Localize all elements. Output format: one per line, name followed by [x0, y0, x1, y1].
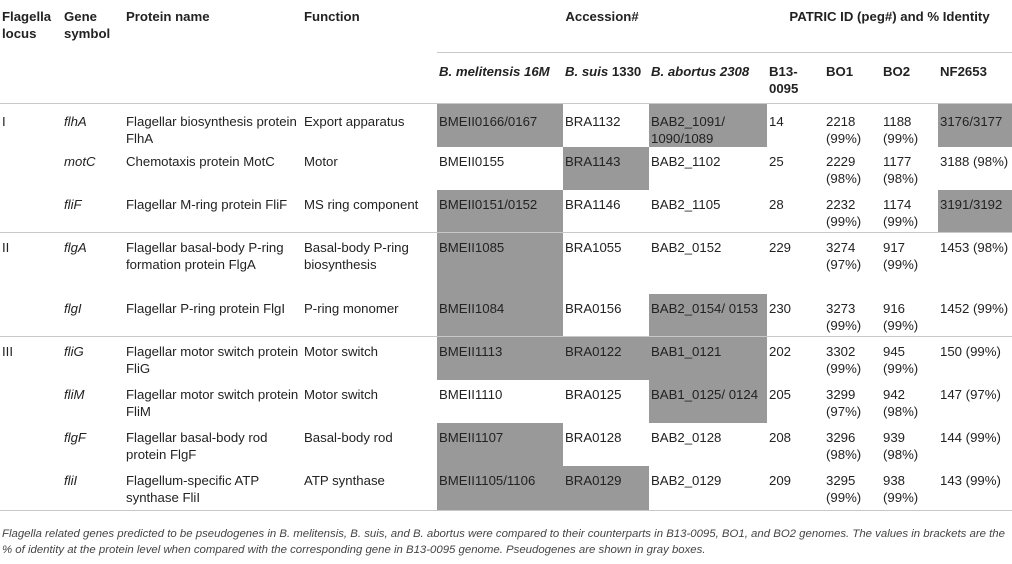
function-cell: Basal-body rod	[304, 429, 393, 445]
b13-cell: 208	[769, 429, 792, 445]
table-row	[0, 147, 1012, 190]
bo2-cell: 942 (98%)	[883, 386, 919, 419]
b13-cell: 209	[769, 472, 792, 488]
bmel-cell: BMEII0155	[439, 153, 505, 169]
table-row	[0, 380, 1012, 423]
b13-cell: 205	[769, 386, 792, 402]
nf-cell: 147 (97%)	[940, 386, 1001, 402]
protein-cell: Flagellar biosynthesis protein FlhA	[124, 103, 302, 147]
nf-cell: 1452 (99%)	[940, 300, 1009, 316]
b13-cell: 202	[767, 337, 824, 380]
bo2-cell: 916 (99%)	[883, 300, 919, 333]
header-function: Function	[304, 9, 360, 24]
bo2-cell: 939 (98%)	[883, 429, 919, 462]
header-protein: Protein name	[126, 9, 210, 24]
nf-cell: 143 (99%)	[940, 472, 1001, 488]
bo1-cell: 3299 (97%)	[826, 386, 862, 419]
protein-cell: Flagellum-specific ATP synthase FliI	[126, 472, 259, 505]
bo1-cell: 2229 (98%)	[826, 153, 862, 186]
bmel-cell: BMEII1105/1106	[437, 466, 563, 511]
function-cell: MS ring component	[304, 196, 419, 212]
babort-cell: BAB2_0152	[649, 233, 767, 294]
function-cell: Motor switch	[304, 386, 379, 402]
bo1-cell: 3296 (98%)	[826, 429, 862, 462]
bmel-cell: BMEII0151/0152	[437, 190, 563, 233]
bsuis-cell: BRA1132	[563, 103, 649, 147]
table-row	[0, 466, 1012, 511]
protein-cell: Flagellar P-ring protein FlgI	[126, 300, 286, 316]
header-babort: B. abortus 2308	[649, 52, 767, 103]
bo2-cell: 917 (99%)	[881, 233, 938, 294]
protein-cell: Flagellar basal-body P-ring formation protein FlgA	[124, 233, 302, 294]
bsuis-cell: BRA0129	[563, 466, 649, 511]
bo2-cell: 1174 (99%)	[883, 196, 919, 229]
protein-cell: Flagellar motor switch protein FliM	[126, 386, 299, 419]
bo2-cell: 1188 (99%)	[881, 103, 938, 147]
locus-cell	[0, 423, 62, 466]
nf-cell: 1453 (98%)	[938, 233, 1012, 294]
header-patric: PATRIC ID (peg#) and % Identity	[767, 0, 1012, 52]
header-bsuis-cell	[563, 52, 649, 103]
bo2-cell: 1177 (98%)	[883, 153, 919, 186]
header-gene: Gene symbol	[64, 9, 111, 41]
gene-cell: fliG	[62, 337, 124, 380]
protein-cell: Flagellar basal-body rod protein FlgF	[126, 429, 268, 462]
bsuis-cell: BRA1055	[563, 233, 649, 294]
babort-cell: BAB1_0121	[649, 337, 767, 380]
header-nf: NF2653	[938, 52, 1012, 103]
table-row	[0, 190, 1012, 233]
babort-cell: BAB2_1102	[651, 153, 721, 169]
b13-cell: 229	[767, 233, 824, 294]
bo2-cell: 945 (99%)	[881, 337, 938, 380]
table-caption: Flagella related genes predicted to be pseudogenes in B. melitensis, B. suis, and B. abortus were compared to their counterparts in B13-0095, BO1, and BO2 genomes. The values in brackets are the % of identity at the protein level when compared with the corresponding gene in B13-0095 genome. Pseudogenes are shown in gray boxes.	[2, 528, 1005, 556]
bsuis-cell: BRA0125	[565, 386, 622, 402]
b13-cell: 14	[767, 103, 824, 147]
function-cell: ATP synthase	[304, 472, 385, 488]
b13-cell: 28	[769, 196, 784, 212]
function-cell: Export apparatus	[302, 103, 437, 147]
header-bmel: B. melitensis 16M	[437, 52, 563, 103]
function-cell: Motor	[304, 153, 338, 169]
locus-cell: II	[0, 233, 62, 294]
bmel-cell: BMEII1085	[437, 233, 563, 294]
header-locus: Flagella locus	[2, 9, 52, 41]
locus-cell	[0, 380, 62, 423]
protein-cell: Flagellar motor switch protein FliG	[124, 337, 302, 380]
header-bsuis: B. suis	[565, 63, 609, 79]
header-bo2: BO2	[881, 52, 938, 103]
function-cell: Motor switch	[302, 337, 437, 380]
header-bsuis-strain: 1330	[611, 63, 642, 79]
gene-cell: flgF	[64, 429, 86, 445]
nf-cell: 3188 (98%)	[940, 153, 1009, 169]
babort-cell: BAB2_1105	[651, 196, 721, 212]
bmel-cell: BMEII0166/0167	[437, 103, 563, 147]
bsuis-cell: BRA1146	[565, 196, 621, 212]
bmel-cell: BMEII1110	[439, 386, 503, 402]
babort-cell: BAB2_0129	[651, 472, 722, 488]
locus-cell: III	[0, 337, 62, 380]
babort-cell: BAB2_0128	[651, 429, 722, 445]
table-row	[0, 294, 1012, 337]
table-row	[0, 233, 1012, 294]
babort-cell: BAB1_0125/ 0124	[649, 380, 767, 423]
locus-cell	[0, 190, 62, 233]
function-cell: Basal-body P-ring biosynthesis	[302, 233, 437, 294]
nf-cell: 3191/3192	[938, 190, 1012, 233]
locus-cell: I	[0, 103, 62, 147]
bo1-cell: 3295 (99%)	[826, 472, 862, 505]
protein-cell: Chemotaxis protein MotC	[126, 153, 275, 169]
table-row	[0, 423, 1012, 466]
nf-cell: 144 (99%)	[940, 429, 1001, 445]
bo1-cell: 2232 (99%)	[826, 196, 862, 229]
locus-cell	[0, 147, 62, 190]
babort-cell: BAB2_0154/ 0153	[649, 294, 767, 337]
bo1-cell: 2218 (99%)	[824, 103, 881, 147]
bmel-cell: BMEII1107	[437, 423, 563, 466]
gene-cell: flhA	[62, 103, 124, 147]
bsuis-cell: BRA0122	[563, 337, 649, 380]
bmel-cell: BMEII1084	[437, 294, 563, 337]
table-row	[0, 337, 1012, 380]
header-bo1: BO1	[824, 52, 881, 103]
locus-cell	[0, 466, 62, 511]
babort-cell: BAB2_1091/ 1090/1089	[649, 103, 767, 147]
gene-cell: flgA	[62, 233, 124, 294]
gene-cell: fliM	[64, 386, 85, 402]
table-row	[0, 103, 1012, 147]
nf-cell: 150 (99%)	[938, 337, 1012, 380]
b13-cell: 25	[769, 153, 784, 169]
bsuis-cell: BRA0128	[565, 429, 622, 445]
gene-cell: motC	[64, 153, 96, 169]
bo1-cell: 3274 (97%)	[824, 233, 881, 294]
gene-cell: fliI	[64, 472, 78, 488]
bmel-cell: BMEII1113	[437, 337, 563, 380]
bsuis-cell: BRA0156	[565, 300, 622, 316]
locus-cell	[0, 294, 62, 337]
header-accession: Accession#	[437, 0, 767, 52]
gene-cell: flgI	[64, 300, 82, 316]
gene-cell: fliF	[64, 196, 82, 212]
bsuis-cell: BRA1143	[563, 147, 649, 190]
header-b13: B13-0095	[767, 52, 824, 103]
function-cell: P-ring monomer	[304, 300, 399, 316]
bo1-cell: 3302 (99%)	[824, 337, 881, 380]
bo2-cell: 938 (99%)	[883, 472, 919, 505]
bo1-cell: 3273 (99%)	[826, 300, 862, 333]
protein-cell: Flagellar M-ring protein FliF	[126, 196, 288, 212]
b13-cell: 230	[769, 300, 792, 316]
nf-cell: 3176/3177	[938, 103, 1012, 147]
